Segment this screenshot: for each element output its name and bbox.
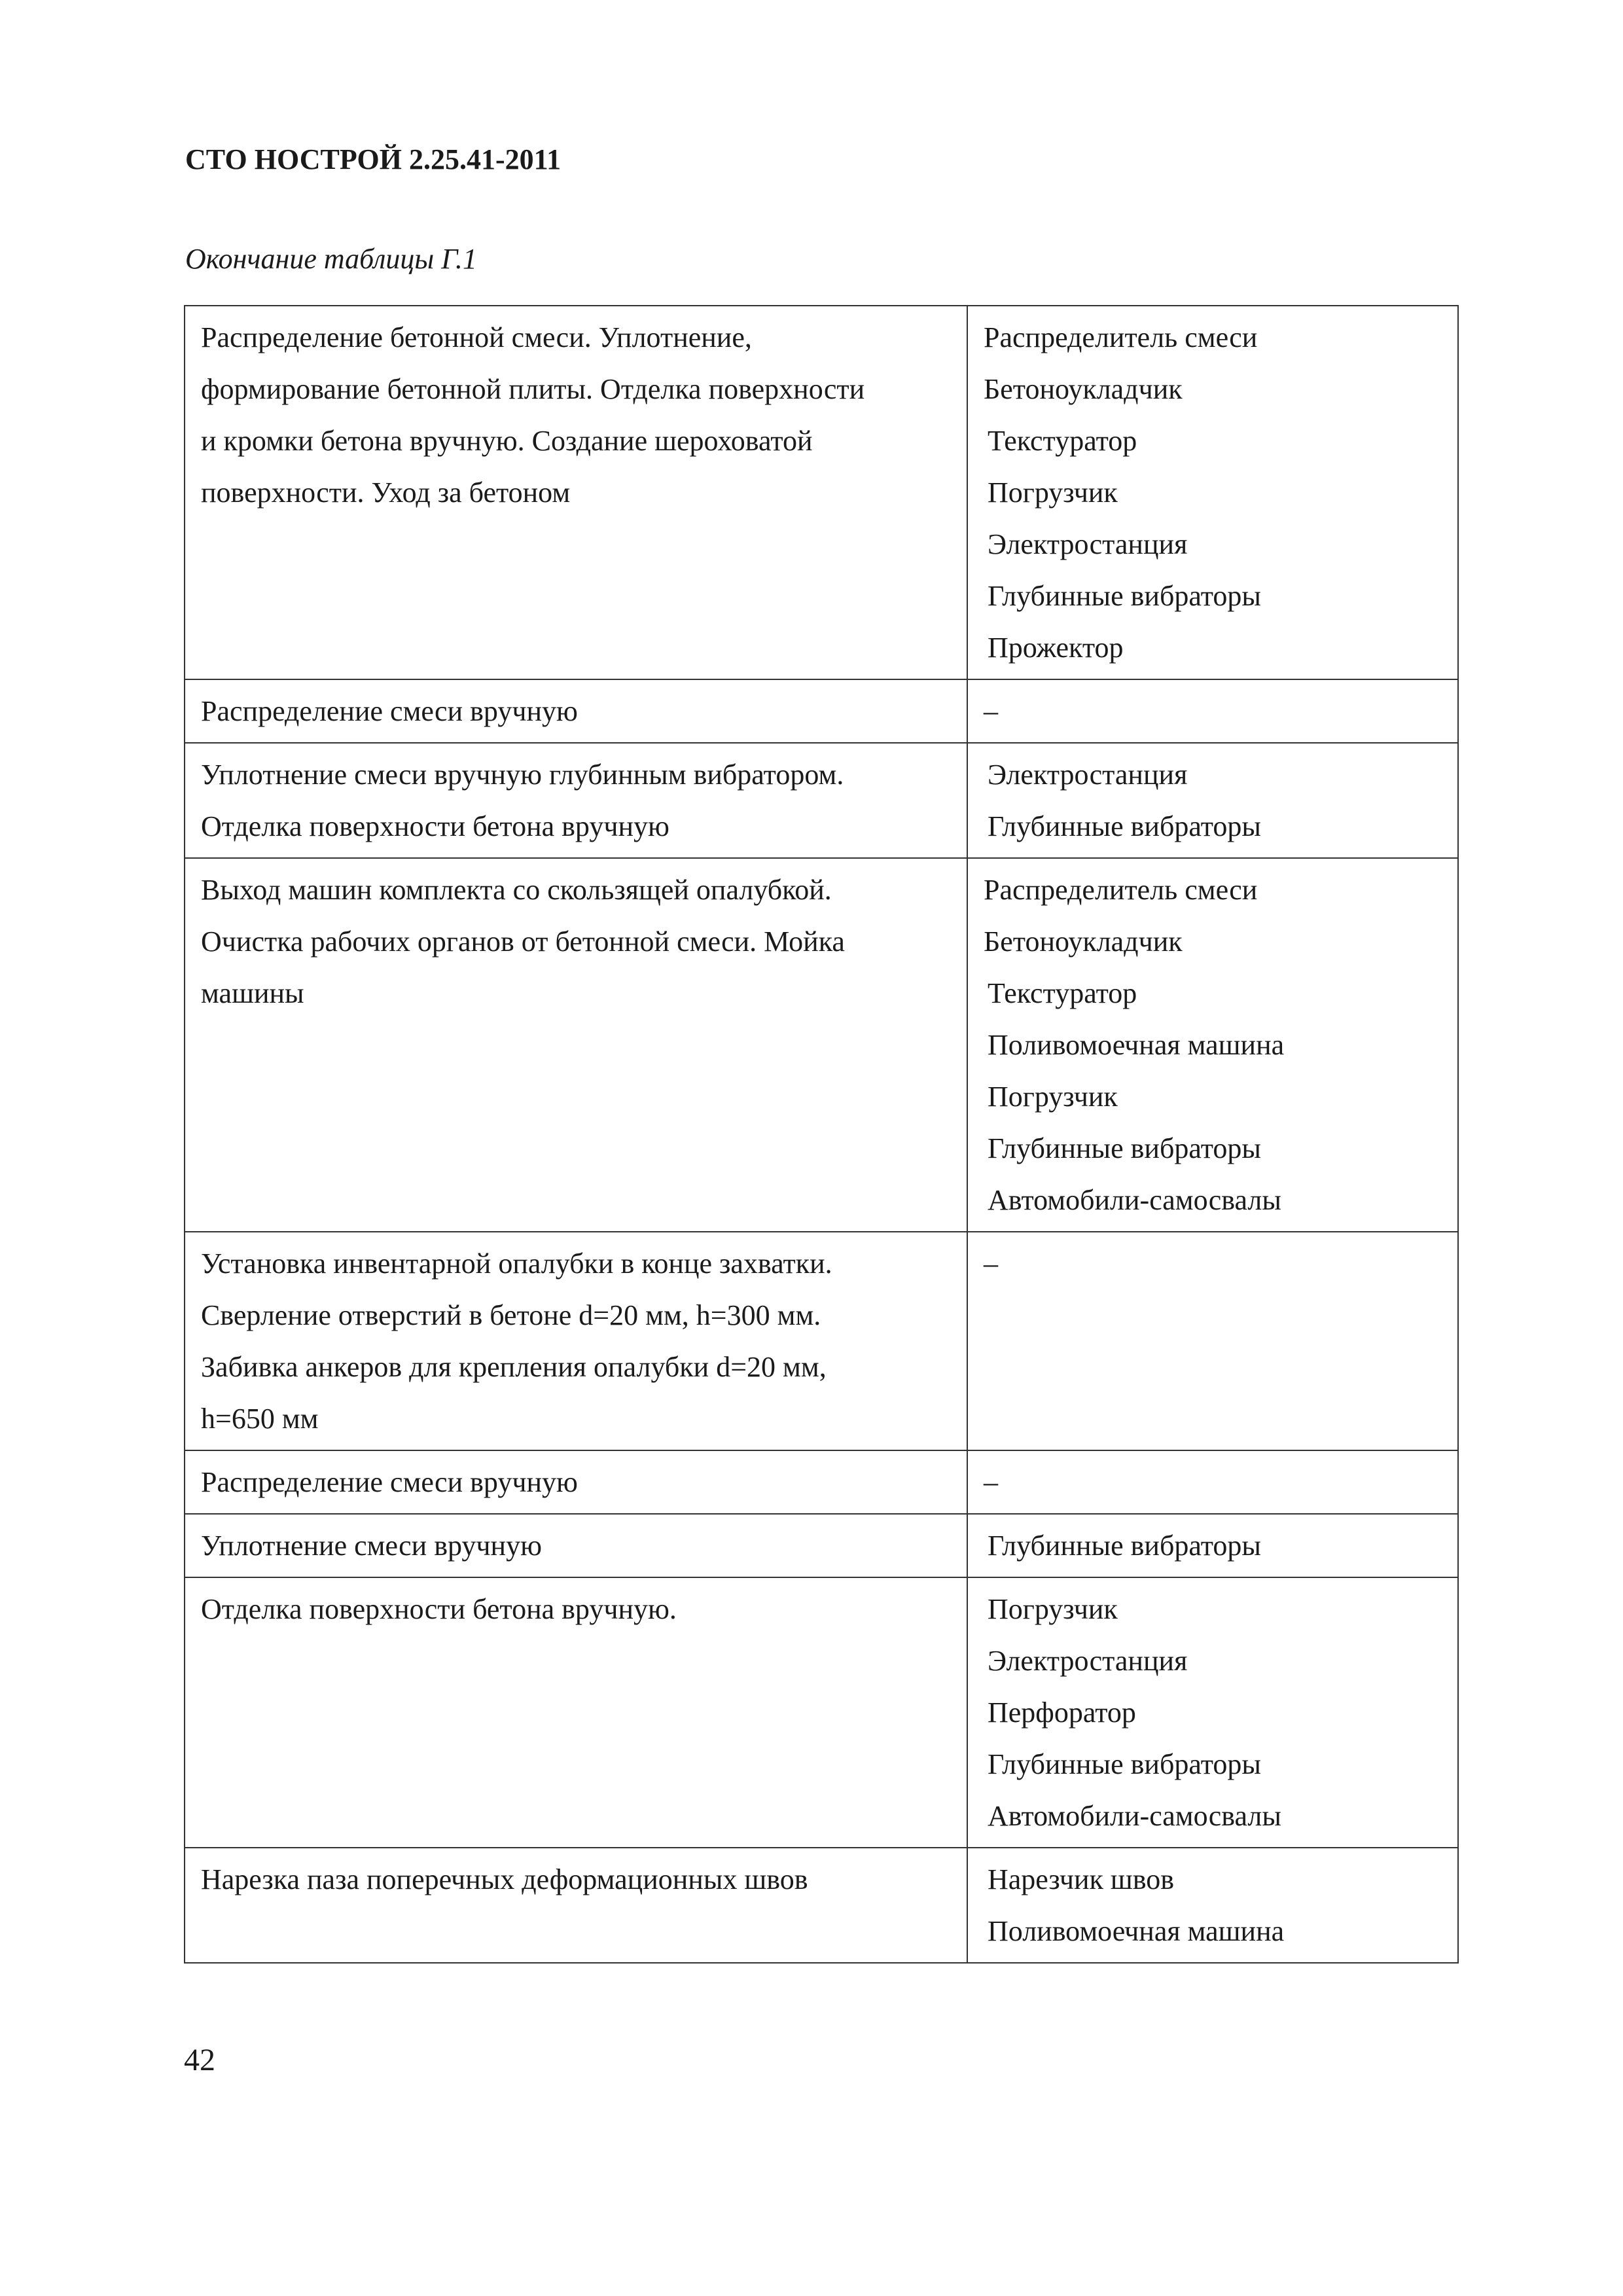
equipment-item: Электростанция <box>988 1645 1188 1677</box>
equipment-cell <box>967 306 1458 679</box>
equipment-cell <box>967 679 1458 743</box>
operation-text: h=650 мм <box>201 1403 319 1435</box>
operation-text: Распределение смеси вручную <box>201 695 578 727</box>
equipment-item: Перфоратор <box>988 1696 1136 1729</box>
operation-cell <box>185 858 967 1232</box>
table-row <box>185 1232 1458 1450</box>
equipment-table <box>184 305 1459 1964</box>
operation-text: Установка инвентарной опалубки в конце захватки. <box>201 1247 832 1280</box>
operation-text: Уплотнение смеси вручную глубинным вибратором. <box>201 759 844 791</box>
equipment-item: Погрузчик <box>988 476 1118 509</box>
operation-text: формирование бетонной плиты. Отделка поверхности <box>201 373 865 405</box>
operation-cell <box>185 1450 967 1514</box>
equipment-item: Электростанция <box>988 528 1188 560</box>
equipment-item: Глубинные вибраторы <box>988 1530 1261 1562</box>
equipment-item: – <box>984 695 998 727</box>
equipment-cell <box>967 1232 1458 1450</box>
equipment-cell <box>967 1450 1458 1514</box>
equipment-item: Погрузчик <box>988 1081 1118 1113</box>
equipment-item: Нарезчик швов <box>988 1863 1175 1895</box>
operation-text: Нарезка паза поперечных деформационных швов <box>201 1863 808 1895</box>
equipment-item: Автомобили-самосвалы <box>988 1800 1281 1832</box>
table-row <box>185 679 1458 743</box>
operation-cell <box>185 679 967 743</box>
equipment-item: Глубинные вибраторы <box>988 1748 1261 1780</box>
operation-cell <box>185 1848 967 1963</box>
document-code-header: СТО НОСТРОЙ 2.25.41-2011 <box>185 143 562 175</box>
equipment-item: Автомобили-самосвалы <box>988 1184 1281 1216</box>
table-row <box>185 1450 1458 1514</box>
equipment-item: Бетоноукладчик <box>984 373 1183 405</box>
table-row <box>185 858 1458 1232</box>
operation-text: Очистка рабочих органов от бетонной смеси. Мойка <box>201 925 845 958</box>
page-number: 42 <box>184 2043 215 2077</box>
table-row <box>185 1848 1458 1963</box>
table-row <box>185 1577 1458 1848</box>
equipment-item: Распределитель смеси <box>984 874 1258 906</box>
operation-cell <box>185 1232 967 1450</box>
equipment-item: Электростанция <box>988 759 1188 791</box>
operation-cell <box>185 306 967 679</box>
equipment-cell <box>967 1577 1458 1848</box>
equipment-item: – <box>984 1247 998 1280</box>
equipment-item: Глубинные вибраторы <box>988 580 1261 612</box>
equipment-item: Поливомоечная машина <box>988 1029 1285 1061</box>
equipment-cell <box>967 858 1458 1232</box>
equipment-cell <box>967 743 1458 858</box>
operation-cell <box>185 743 967 858</box>
equipment-item: Прожектор <box>988 632 1124 664</box>
equipment-cell <box>967 1848 1458 1963</box>
equipment-item: Глубинные вибраторы <box>988 810 1261 842</box>
operation-cell <box>185 1514 967 1577</box>
table-caption: Окончание таблицы Г.1 <box>185 243 477 275</box>
operation-text: машины <box>201 977 304 1009</box>
equipment-item: Распределитель смеси <box>984 321 1258 353</box>
operation-text: Распределение смеси вручную <box>201 1466 578 1498</box>
table-body <box>185 306 1458 1963</box>
operation-text: Отделка поверхности бетона вручную <box>201 810 669 842</box>
operation-text: поверхности. Уход за бетоном <box>201 476 571 509</box>
operation-text: Забивка анкеров для крепления опалубки d=20 мм, <box>201 1351 827 1383</box>
table-row <box>185 1514 1458 1577</box>
equipment-item: Поливомоечная машина <box>988 1915 1285 1947</box>
equipment-item: Текстуратор <box>988 977 1137 1009</box>
operation-text: Сверление отверстий в бетоне d=20 мм, h=300 мм. <box>201 1299 821 1331</box>
operation-text: Уплотнение смеси вручную <box>201 1530 542 1562</box>
equipment-item: Бетоноукладчик <box>984 925 1183 958</box>
operation-text: Отделка поверхности бетона вручную. <box>201 1593 677 1625</box>
operation-text: Распределение бетонной смеси. Уплотнение, <box>201 321 752 353</box>
equipment-cell <box>967 1514 1458 1577</box>
equipment-item: Погрузчик <box>988 1593 1118 1625</box>
operation-cell <box>185 1577 967 1848</box>
equipment-item: Текстуратор <box>988 425 1137 457</box>
equipment-item: – <box>984 1466 998 1498</box>
table-row <box>185 743 1458 858</box>
operation-text: Выход машин комплекта со скользящей опалубкой. <box>201 874 832 906</box>
operation-text: и кромки бетона вручную. Создание шероховатой <box>201 425 813 457</box>
equipment-item: Глубинные вибраторы <box>988 1132 1261 1164</box>
table-row <box>185 306 1458 679</box>
